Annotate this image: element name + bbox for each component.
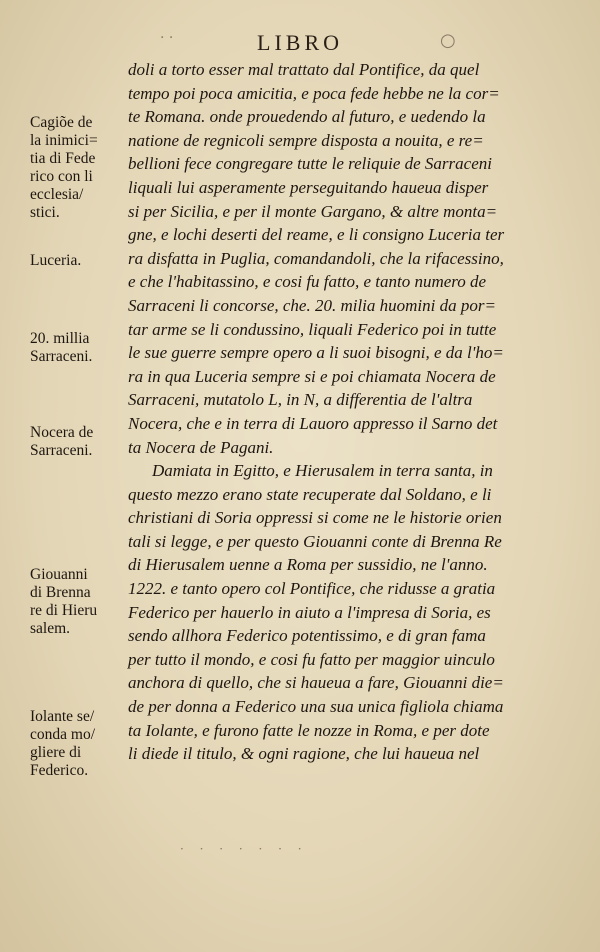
margin-note-line: 20. millia — [30, 330, 90, 347]
text-line: Federico per hauerlo in aiuto a l'impresa di Soria, es — [128, 602, 491, 622]
ink-mark: · · · · · · · — [180, 842, 308, 856]
text-line: ra in qua Luceria sempre si e poi chiamata Nocera de — [128, 366, 496, 386]
margin-note-line: Sarraceni. — [30, 348, 93, 365]
margin-note-twenty-thousand-saracens — [30, 330, 126, 366]
ink-mark: · · — [160, 30, 174, 46]
margin-note-line: tia di Fede — [30, 150, 96, 167]
margin-note-line: Cagiõe de — [30, 114, 93, 131]
margin-note-line: Nocera de — [30, 424, 94, 441]
margin-note-line: salem. — [30, 620, 71, 637]
text-line: Sarraceni, mutatolo L, in N, a differentia de l'altra — [128, 390, 473, 410]
text-line: tali si legge, e per questo Giouanni conte di Brenna Re — [128, 531, 502, 551]
margin-note-luceria — [30, 252, 126, 270]
margin-note-line: gliere di — [30, 744, 82, 761]
text-line: tempo poi poca amicitia, e poca fede hebbe ne la cor= — [128, 83, 500, 103]
text-line: le sue guerre sempre opero a li suoi bisogni, e da l'ho= — [128, 343, 504, 363]
text-line: si per Sicilia, e per il monte Gargano, & altre monta= — [128, 201, 498, 221]
margin-note-line: di Brenna — [30, 584, 91, 601]
text-line: Sarraceni li concorse, che. 20. milia huomini da por= — [128, 295, 496, 315]
margin-note-nocera — [30, 424, 126, 460]
text-line: sendo allhora Federico potentissimo, e di gran fama — [128, 626, 486, 646]
text-line: Damiata in Egitto, e Hierusalem in terra santa, in — [152, 461, 493, 481]
text-line: per tutto il mondo, e cosi fu fatto per maggior uinculo — [128, 649, 495, 669]
margin-note-line: Sarraceni. — [30, 442, 93, 459]
margin-note-iolante — [30, 708, 126, 780]
margin-note-line: ecclesia/ — [30, 186, 84, 203]
text-line: di Hierusalem uenne a Roma per sussidio, ne l'anno. — [128, 555, 488, 575]
text-line: tar arme se li condussino, liquali Federico poi in tutte — [128, 319, 497, 339]
text-line: liquali lui asperamente perseguitando haueua disper — [128, 177, 489, 197]
margin-note-cause-of-enmity — [30, 114, 126, 222]
margin-note-line: re di Hieru — [30, 602, 98, 619]
text-line: natione de regnicoli sempre disposta a nouita, e re= — [128, 130, 484, 150]
text-line: e che l'habitassino, e cosi fu fatto, e tanto numero de — [128, 272, 487, 292]
text-line: 1222. e tanto opero col Pontifice, che ridusse a gratia — [128, 579, 496, 599]
text-line: ra disfatta in Puglia, comandandoli, che la rifacessino, — [128, 248, 504, 268]
text-line: li diede il titulo, & ogni ragione, che lui haueua nel — [128, 744, 480, 764]
margin-note-giovanni-brenna — [30, 566, 126, 638]
margin-note-line: conda mo/ — [30, 726, 95, 743]
text-line: de per donna a Federico una sua unica figliola chiama — [128, 697, 504, 717]
margin-note-line: Iolante se/ — [30, 708, 95, 725]
text-line: bellioni fece congregare tutte le reliquie de Sarraceni — [128, 154, 492, 174]
main-text-block — [128, 58, 568, 766]
text-line: doli a torto esser mal trattato dal Pontifice, da quel — [128, 60, 480, 79]
text-line: gne, e lochi deserti del reame, e li consigno Luceria ter — [128, 225, 505, 245]
text-line: ta Iolante, e furono fatte le nozze in Roma, e per dote — [128, 720, 490, 740]
margin-note-line: Luceria. — [30, 252, 82, 269]
ink-mark: ○ — [440, 30, 456, 51]
margin-note-line: rico con li — [30, 168, 93, 185]
text-line: anchora di quello, che si haueua a fare, Giouanni die= — [128, 673, 504, 693]
text-line: christiani di Soria oppressi si come ne le historie orien — [128, 508, 502, 528]
text-line: ta Nocera de Pagani. — [128, 437, 274, 457]
text-line: te Romana. onde prouedendo al futuro, e uedendo la — [128, 107, 486, 127]
margin-note-line: stici. — [30, 204, 60, 221]
margin-note-line: Giouanni — [30, 566, 88, 583]
text-line: Nocera, che e in terra di Lauoro appresso il Sarno det — [128, 413, 498, 433]
margin-note-line: la inimici= — [30, 132, 98, 149]
margin-note-line: Federico. — [30, 762, 89, 779]
text-line: questo mezzo erano state recuperate dal Soldano, e li — [128, 484, 492, 504]
running-head-title: LIBRO — [257, 30, 343, 55]
